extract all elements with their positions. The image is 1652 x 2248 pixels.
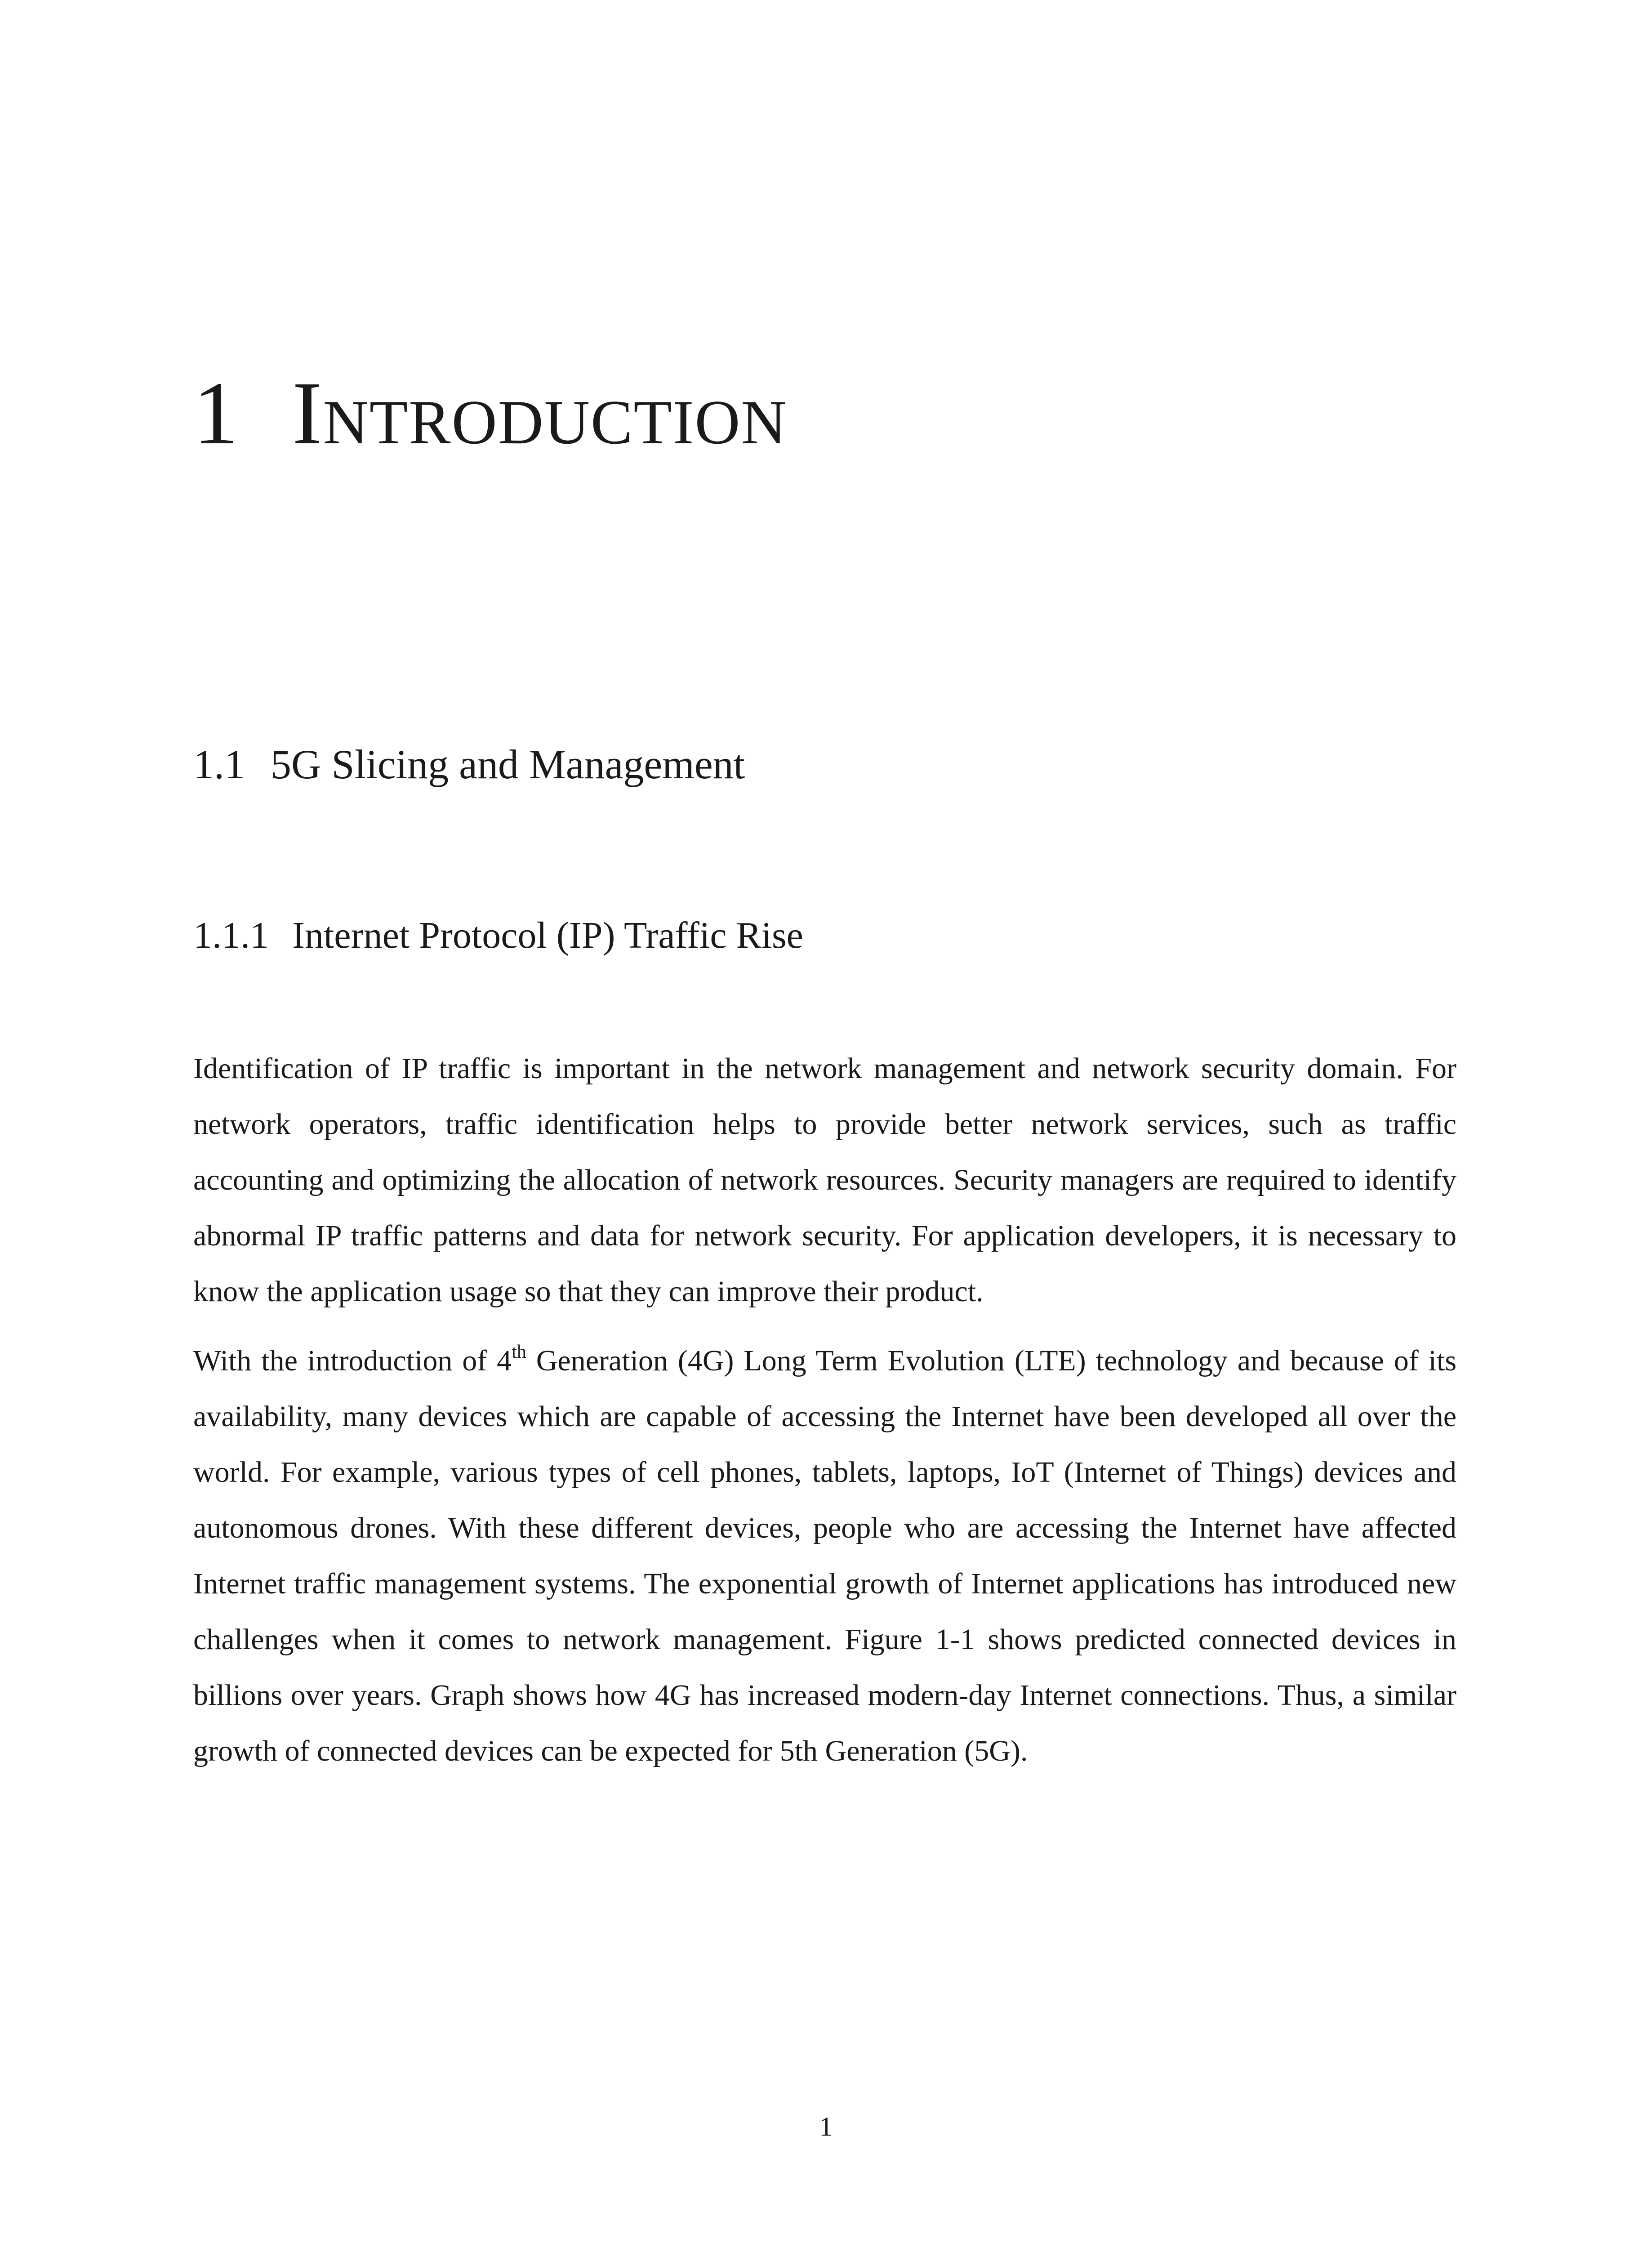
ordinal-superscript: th [512, 1342, 526, 1362]
paragraph-2-rest: Generation (4G) Long Term Evolution (LTE) technology and because of its availability, many devices which are capable of accessing the Internet have been developed all over the world. For example, various types of cell phones, tablets, laptops, IoT (Internet of Things) devices and autonomous drones. With these different devices, people who are accessing the Internet have affected Internet traffic management systems. The exponential growth of Internet applications has introduced new challenges when it comes to network management. Figure 1-1 shows predicted connected devices in billions over years. Graph shows how 4G has increased modern-day Internet connections. Thus, a similar growth of connected devices can be expected for 5th Generation (5G). [193, 1344, 1456, 1767]
section-title: 5G Slicing and Management [271, 741, 745, 787]
paragraph-2 [193, 1333, 1456, 1779]
subsection-number: 1.1.1 [193, 914, 269, 956]
subsection-title: Internet Protocol (IP) Traffic Rise [292, 914, 803, 956]
paragraph-2-start: With the introduction of 4 [193, 1344, 512, 1377]
chapter-heading [193, 364, 788, 463]
paragraph-1: Identification of IP traffic is important in the network management and network security domain. For network operators, traffic identification helps to provide better network services, such as traffic accounting and optimizing the allocation of network resources. Security managers are required to identify abnormal IP traffic patterns and data for network security. For application developers, it is necessary to know the application usage so that they can improve their product. [193, 1052, 1456, 1308]
page-number: 1 [819, 2112, 833, 2141]
chapter-number: 1 [193, 364, 238, 463]
body-text [193, 1041, 1456, 1793]
chapter-title: Introduction [292, 364, 788, 463]
section-heading [193, 742, 745, 787]
subsection-heading [193, 915, 803, 956]
section-number: 1.1 [193, 741, 245, 787]
